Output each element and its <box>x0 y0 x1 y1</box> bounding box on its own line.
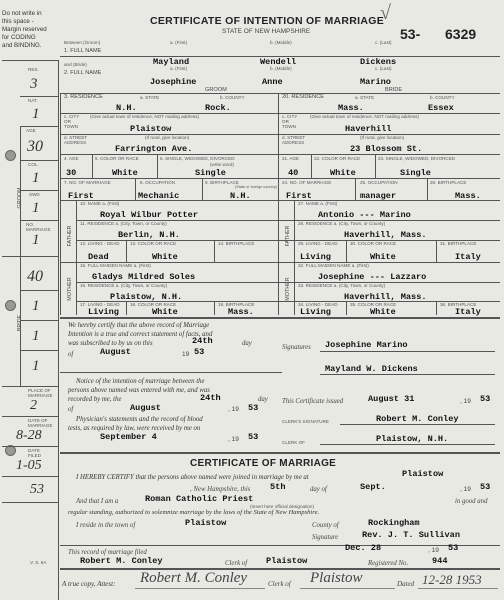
middle-label: b. (Middle) <box>270 40 292 45</box>
footer-clerk-of: Clerk of <box>268 580 291 588</box>
form-code: V. S. 8A <box>30 560 47 565</box>
certify-of: of <box>68 351 74 358</box>
groom-father-living: Dead <box>88 252 109 262</box>
check-mark: √ <box>380 2 391 24</box>
groom-occupation: Mechanic <box>138 191 180 201</box>
street-label-b: d. STREET ADDRESS <box>282 135 306 145</box>
footer-town-signature: Plaistow <box>310 570 363 586</box>
between-label: Between (Groom) <box>64 40 101 45</box>
middle-label-2: b. (Middle) <box>270 66 292 71</box>
bride-side-label: BRIDE <box>17 314 23 332</box>
marriage-line-3-hint: (Insert here official designation) <box>250 504 315 509</box>
bride-first-name: Josephine <box>150 77 197 87</box>
mother-birth-label-b: 36. BIRTHPLACE <box>440 302 477 307</box>
county-label: County of <box>312 522 339 529</box>
county-label-g: b. COUNTY <box>220 95 245 100</box>
groom-swd-code: 1 <box>32 200 40 216</box>
clerk-of-town: Plaistow, N.H. <box>376 434 449 444</box>
bride-last-name: Marino <box>360 77 391 87</box>
certificate-title: CERTIFICATE OF INTENTION OF MARRIAGE <box>150 15 385 27</box>
groom-age: 30 <box>66 168 77 178</box>
bride-county: Essex <box>428 103 454 113</box>
city-hint-g: (Give actual town of residence, NOT mailing address) <box>90 114 199 119</box>
groom-signature: Mayland W. Dickens <box>325 364 418 374</box>
bride-mother-residence: Haverhill, Mass. <box>344 292 427 302</box>
groom-age-code: 30 <box>27 138 43 155</box>
bride-mother-birth: Italy <box>455 307 481 317</box>
issued-date: August 31 <box>368 394 415 404</box>
marriage-day: 5th <box>270 482 286 492</box>
bride-col-code: 1 <box>32 298 40 314</box>
groom-color: White <box>112 168 138 178</box>
date-code-value: 8-28 <box>16 428 42 443</box>
bride-age-label: 21. AGE <box>282 156 300 161</box>
registered-no: 944 <box>432 556 448 566</box>
issued-label: This Certificate issued <box>282 398 344 405</box>
bride-color: White <box>330 168 356 178</box>
groom-col-code: 1 <box>32 170 40 186</box>
groom-mother-living: Living <box>88 307 119 317</box>
bride-city: Haverhill <box>345 124 392 134</box>
county-value: Rockingham <box>368 518 420 528</box>
reside-label: I reside in the town of <box>76 522 136 529</box>
groom-state: N.H. <box>116 103 137 113</box>
groom-city: Plaistow <box>130 124 172 134</box>
certificate-number: 6329 <box>445 26 477 42</box>
notice-day: 24th <box>200 393 221 403</box>
swd-code-label: SWD <box>29 192 40 197</box>
bride-mother-living: Living <box>300 307 331 317</box>
notice-line-3: recorded by me, the <box>68 396 122 403</box>
bride-color-label: 22. COLOR OR RACE <box>314 156 361 161</box>
groom-mother-color: White <box>152 307 178 317</box>
father-birth-label-b: 31. BIRTHPLACE <box>440 241 477 246</box>
father-res-label-g: 11. RESIDENCE a. (City, Town, or County) <box>80 221 167 226</box>
groom-mother-name: Gladys Mildred Soles <box>92 272 196 282</box>
bride-birthplace-label: 26. BIRTHPLACE <box>430 180 467 185</box>
registrar-clerk-name: Robert M. Conley <box>80 556 163 566</box>
and-label: and (Bride) <box>64 62 87 67</box>
last-label-2: c. (Last) <box>375 66 392 71</box>
marriage-month: Sept. <box>360 482 386 492</box>
certify-line-2: Intention is a true and correct statement of facts, and <box>68 331 213 338</box>
nat-code-value: 1 <box>32 106 40 122</box>
groom-mother-residence: Plaistow, N.H. <box>110 292 183 302</box>
bride-father-color: White <box>370 252 396 262</box>
state-name: STATE OF NEW HAMPSHIRE <box>222 28 311 35</box>
notice-month: August <box>130 403 161 413</box>
groom-street: Farrington Ave. <box>115 144 193 154</box>
groom-word: GROOM <box>205 87 227 93</box>
groom-birthplace-label: 9. BIRTHPLACE <box>205 180 239 185</box>
notice-year-prefix: , 19 <box>228 406 239 413</box>
father-name-label-g: 10. NAME a. (First) <box>80 201 120 206</box>
notice-day-word: day <box>258 396 268 403</box>
certificate-number-prefix: 53- <box>400 26 421 42</box>
place-code-label: PLACE OF MARRIAGE <box>28 388 53 398</box>
certify-year: 53 <box>194 347 205 357</box>
street-hint-b: (If rural, give location) <box>360 135 405 140</box>
groom-marriage-no: First <box>68 191 94 201</box>
bride-father-birth: Italy <box>455 252 481 262</box>
filed-year: 53 <box>448 543 459 553</box>
mother-maiden-label-g: 15. FULL MAIDEN NAME a. (First) <box>80 263 151 268</box>
father-living-label-b: 29. LIVING - DEAD <box>298 241 338 246</box>
clerk-of-label: CLERK OF <box>282 440 305 445</box>
city-label-g: c. CITY OR TOWN <box>64 114 80 129</box>
notice-year: 53 <box>248 403 259 413</box>
margin-note: Do not write in this space - Margin reserved for CODING and BINDING. <box>2 10 47 49</box>
mother-maiden-label-b: 32. FULL MAIDEN NAME a. (First) <box>298 263 369 268</box>
marriage-line-3b: in good and <box>455 498 488 505</box>
marriage-line-3a: And that I am a <box>76 498 119 505</box>
officiant-signature-label: Signature <box>312 534 339 541</box>
mother-living-label-g: 17. LIVING - DEAD <box>80 302 120 307</box>
father-label-bride: FATHER <box>285 225 291 247</box>
filed-date: Dec. 28 <box>345 543 382 553</box>
registrar-clerk-of: Plaistow <box>266 556 308 566</box>
bride-status: Single <box>400 168 431 178</box>
marriage-certificate-title: CERTIFICATE OF MARRIAGE <box>190 458 337 469</box>
marriage-line-4: regular standing, authorized to solemnize marriage by the laws of the State of New Hampshire. <box>68 509 320 516</box>
mother-living-label-b: 34. LIVING - DEAD <box>298 302 338 307</box>
bride-father-name: Antonio --- Marino <box>318 210 411 220</box>
certify-day: 24th <box>192 336 213 346</box>
registrar-clerk-of-label: Clerk of <box>225 560 248 567</box>
notice-line-1: Notice of the intention of marriage between the <box>76 378 205 385</box>
filed-code-label: DATE FILED <box>28 448 42 458</box>
groom-birthplace: N.H. <box>230 191 251 201</box>
groom-side-label: GROOM <box>17 187 23 209</box>
groom-mother-birth: Mass. <box>228 307 254 317</box>
groom-age-label: 4. AGE <box>64 156 79 161</box>
father-res-label-b: 28. RESIDENCE a. (City, Town, or County) <box>298 221 386 226</box>
last-code-value: 53 <box>30 482 44 497</box>
dated-label: Dated <box>397 580 415 588</box>
city-hint-b: (Give actual town of residence, NOT mailing address) <box>310 114 419 119</box>
certify-year-prefix: 19 <box>182 351 190 358</box>
notice-line-2: persons above named was entered with me, and was <box>68 387 210 394</box>
father-name-label-b: 27. NAME a. (First) <box>298 201 338 206</box>
groom-occupation-label: 8. OCCUPATION <box>140 180 176 185</box>
mother-res-label-g: 16. RESIDENCE a. (City, Town, or County) <box>80 283 168 288</box>
bride-father-residence: Haverhill, Mass. <box>344 230 427 240</box>
groom-father-residence: Berlin, N.H. <box>118 230 180 240</box>
bride-age: 40 <box>288 168 299 178</box>
groom-middle-name: Wendell <box>260 57 297 67</box>
last-label: c. (Last) <box>375 40 392 45</box>
marriage-place: Plaistow <box>402 469 444 479</box>
certify-line-1: We hereby certify that the above record of Marriage <box>68 322 210 329</box>
bride-occupation: manager <box>360 191 397 201</box>
groom-first-name: Mayland <box>153 57 190 67</box>
marriage-line-2: , New Hampshire, this <box>190 486 251 493</box>
physician-line-2: tests, as required by law, were received by me on <box>68 425 201 432</box>
father-color-label-b: 30. COLOR OR RACE <box>350 241 397 246</box>
filed-code-value: 1-05 <box>16 458 42 473</box>
res-code-value: 3 <box>30 76 38 92</box>
state-label-b: a. STATE <box>355 95 375 100</box>
issued-year-prefix: , 19 <box>460 398 471 405</box>
bride-occupation-label: 25. OCCUPATION <box>360 180 398 185</box>
groom-nm-code: 1 <box>32 232 40 248</box>
date-code-label: DATE OF MARRIAGE <box>28 418 53 428</box>
bride-street: 23 Blossom St. <box>350 144 423 154</box>
first-label: a. (First) <box>170 40 188 45</box>
state-label-g: a. STATE <box>140 95 160 100</box>
bride-word: BRIDE <box>385 87 403 93</box>
bride-mother-color: White <box>370 307 396 317</box>
groom-status: Single <box>195 168 226 178</box>
col-code-label: COL. <box>28 162 39 167</box>
groom-color-label: 5. COLOR OR RACE <box>95 156 139 161</box>
marriage-year: 53 <box>480 482 491 492</box>
full-name-2-label: 2. FULL NAME <box>64 70 102 76</box>
groom-status-label: 6. SINGLE, WIDOWED, DIVORCED <box>160 156 235 161</box>
county-label-b: b. COUNTY <box>430 95 455 100</box>
groom-father-color: White <box>152 252 178 262</box>
residence-label-groom: 3. RESIDENCE <box>64 94 103 100</box>
bride-status-label: 23. SINGLE, WIDOWED, DIVORCED <box>378 156 456 161</box>
officiant-signature: Rev. J. T. Sullivan <box>362 530 460 540</box>
dated-value: 12-28 1953 <box>422 572 482 587</box>
street-label-g: d. STREET ADDRESS <box>64 135 88 145</box>
groom-county: Rock. <box>205 103 231 113</box>
bride-father-living: Living <box>300 252 331 262</box>
mother-label-groom: MOTHER <box>67 277 73 301</box>
bride-marriage-no: First <box>286 191 312 201</box>
res-code-label: RES. <box>28 67 39 72</box>
notice-of: of <box>68 406 74 413</box>
place-code-value: 2 <box>30 398 37 413</box>
father-birth-label-g: 14. BIRTHPLACE <box>218 241 255 246</box>
full-name-1-label: 1. FULL NAME <box>64 48 102 54</box>
father-label-groom: FATHER <box>67 225 73 247</box>
received-year-prefix: , 19 <box>228 436 239 443</box>
bride-age-code: 40 <box>27 268 43 285</box>
bride-nm-code: 1 <box>32 358 40 374</box>
attest-signature: Robert M. Conley <box>140 570 248 586</box>
bride-state: Mass. <box>338 103 364 113</box>
signatures-label: Signatures <box>282 344 311 351</box>
residence-label-bride: 20. RESIDENCE <box>282 94 324 100</box>
clerk-signature: Robert M. Conley <box>376 414 459 424</box>
filed-year-prefix: , 19 <box>428 547 439 554</box>
mother-color-label-g: 18. COLOR OR RACE <box>130 302 177 307</box>
father-living-label-g: 12. LIVING - DEAD <box>80 241 120 246</box>
issued-year: 53 <box>480 394 491 404</box>
certify-day-word: day <box>242 340 252 347</box>
officiant-title: Roman Catholic Priest <box>145 494 254 504</box>
certify-month: August <box>100 347 131 357</box>
nat-code-label: NAT. <box>28 98 38 103</box>
bride-middle-name: Anne <box>262 77 283 87</box>
mother-color-label-b: 35. COLOR OR RACE <box>350 302 397 307</box>
groom-father-name: Royal Wilbur Potter <box>100 210 198 220</box>
received-year: 53 <box>248 432 259 442</box>
marriage-year-prefix: , 19 <box>460 486 471 493</box>
filed-label: This record of marriage filed <box>68 549 147 556</box>
certify-line-3: was subscribed to by us on this <box>68 340 153 347</box>
clerk-signature-label: CLERK'S SIGNATURE <box>282 419 329 424</box>
reside-town: Plaistow <box>185 518 227 528</box>
father-color-label-g: 13. COLOR OR RACE <box>130 241 177 246</box>
groom-last-name: Dickens <box>360 57 397 67</box>
bride-mother-name: Josephine --- Lazzaro <box>318 272 427 282</box>
groom-birthplace-hint: (State or foreign country) <box>235 185 277 189</box>
physician-line-1: Physician's statements and the record of blood <box>76 416 203 423</box>
groom-marriage-label: 7. NO. OF MARRIAGE <box>64 180 111 185</box>
marriage-day-word: day of <box>310 486 327 493</box>
binder-hole <box>5 150 16 161</box>
bride-birthplace: Mass. <box>455 191 481 201</box>
mother-label-bride: MOTHER <box>285 277 291 301</box>
first-label-2: a. (First) <box>170 66 188 71</box>
mother-res-label-b: 33. RESIDENCE a. (City, Town, or County) <box>298 283 386 288</box>
registered-no-label: Registered No. <box>368 560 409 567</box>
mother-birth-label-g: 19. BIRTHPLACE <box>218 302 255 307</box>
true-copy-label: A true copy, Attest: <box>62 580 116 588</box>
marriage-line-1: I HEREBY CERTIFY that the persons above named were joined in marriage by me at <box>76 474 309 481</box>
city-label-b: c. CITY OR TOWN <box>282 114 298 129</box>
bride-marriage-label: 24. NO. OF MARRIAGE <box>282 180 332 185</box>
street-hint-g: (If rural, give location) <box>145 135 190 140</box>
bride-swd-code: 1 <box>32 328 40 344</box>
binder-hole <box>5 300 16 311</box>
bride-signature: Josephine Marino <box>325 340 408 350</box>
age-code-label: AGE <box>26 128 36 133</box>
nm-code-label: NO. MARRIAGE <box>26 222 51 232</box>
groom-status-hint: (write word) <box>210 162 234 167</box>
received-date: September 4 <box>100 432 157 442</box>
